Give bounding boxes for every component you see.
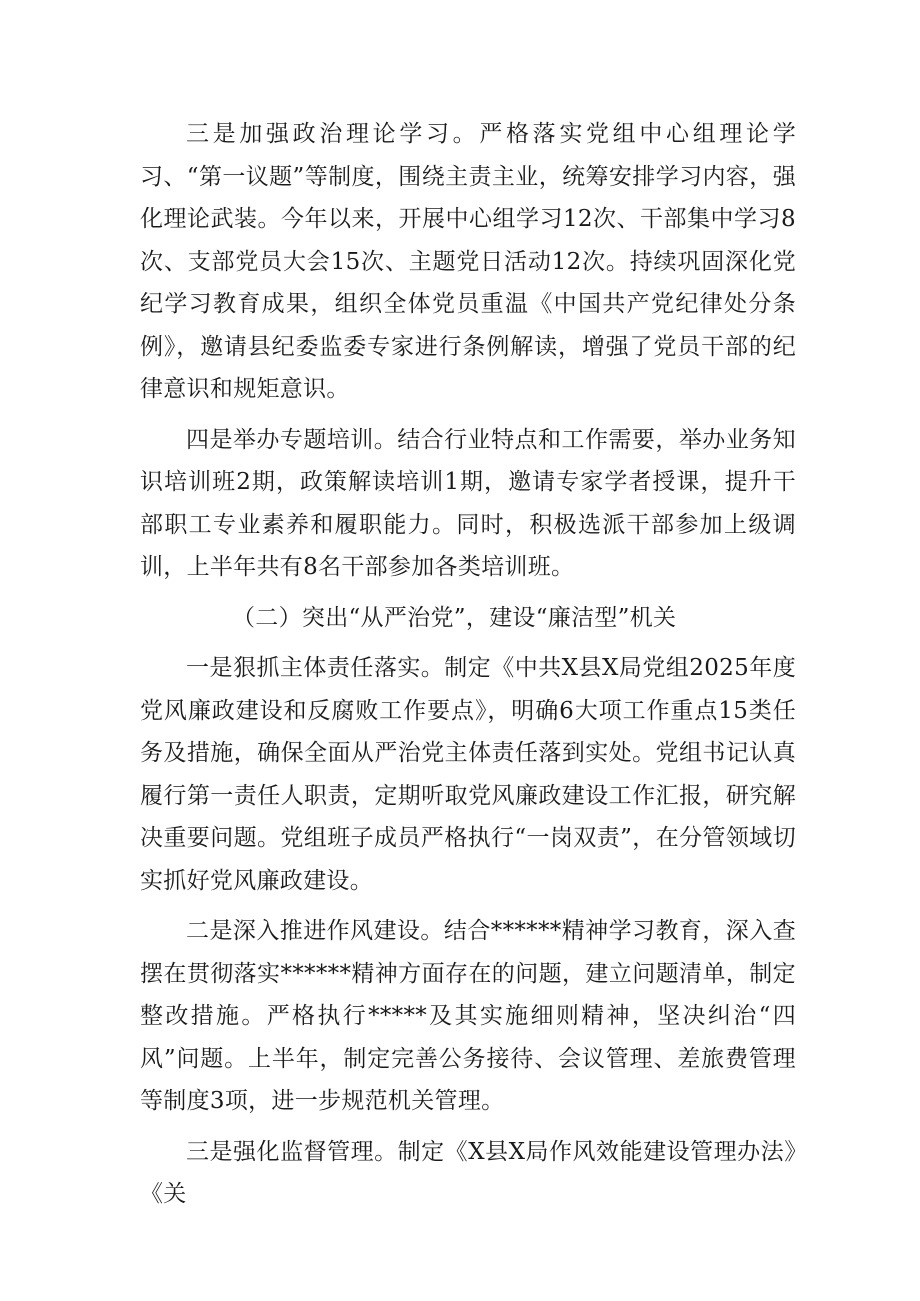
document-body bbox=[140, 113, 796, 1216]
paragraph-main-responsibility: 一是狠抓主体责任落实。制定《中共X县X局党组2025年度党风廉政建设和反腐败工作要点》，明确6大项工作重点15类任务及措施，确保全面从严治党主体责任落到实处。党组书记认真履行第一责任人职责，定期听取党风廉政建设工作汇报，研究解决重要问题。党组班子成员严格执行“一岗双责”，在分管领域切实抓好党风廉政建设。 bbox=[140, 655, 796, 894]
paragraph-special-training: 四是举办专题培训。结合行业特点和工作需要，举办业务知识培训班2期，政策解读培训1期，邀请专家学者授课，提升干部职工专业素养和履职能力。同时，积极选派干部参加上级调训，上半年共有8名干部参加各类培训班。 bbox=[140, 426, 796, 580]
paragraph-work-style: 二是深入推进作风建设。结合******精神学习教育，深入查摆在贯彻落实******精神方面存在的问题，建立问题清单，制定整改措施。严格执行*****及其实施细则精神，坚决纠治“四风”问题。上半年，制定完善公务接待、会议管理、差旅费管理等制度3项，进一步规范机关管理。 bbox=[140, 918, 796, 1114]
section-heading-strict-governance: （二）突出“从严治党”，建设“廉洁型”机关 bbox=[232, 604, 677, 631]
paragraph-supervision: 三是强化监督管理。制定《X县X局作风效能建设管理办法》《关 bbox=[140, 1138, 796, 1207]
paragraph-political-study: 三是加强政治理论学习。严格落实党组中心组理论学习、“第一议题”等制度，围绕主责主业，统筹安排学习内容，强化理论武装。今年以来，开展中心组学习12次、干部集中学习8次、支部党员大会15次、主题党日活动12次。持续巩固深化党纪学习教育成果，组织全体党员重温《中国共产党纪律处分条例》，邀请县纪委监委专家进行条例解读，增强了党员干部的纪律意识和规矩意识。 bbox=[140, 121, 796, 402]
